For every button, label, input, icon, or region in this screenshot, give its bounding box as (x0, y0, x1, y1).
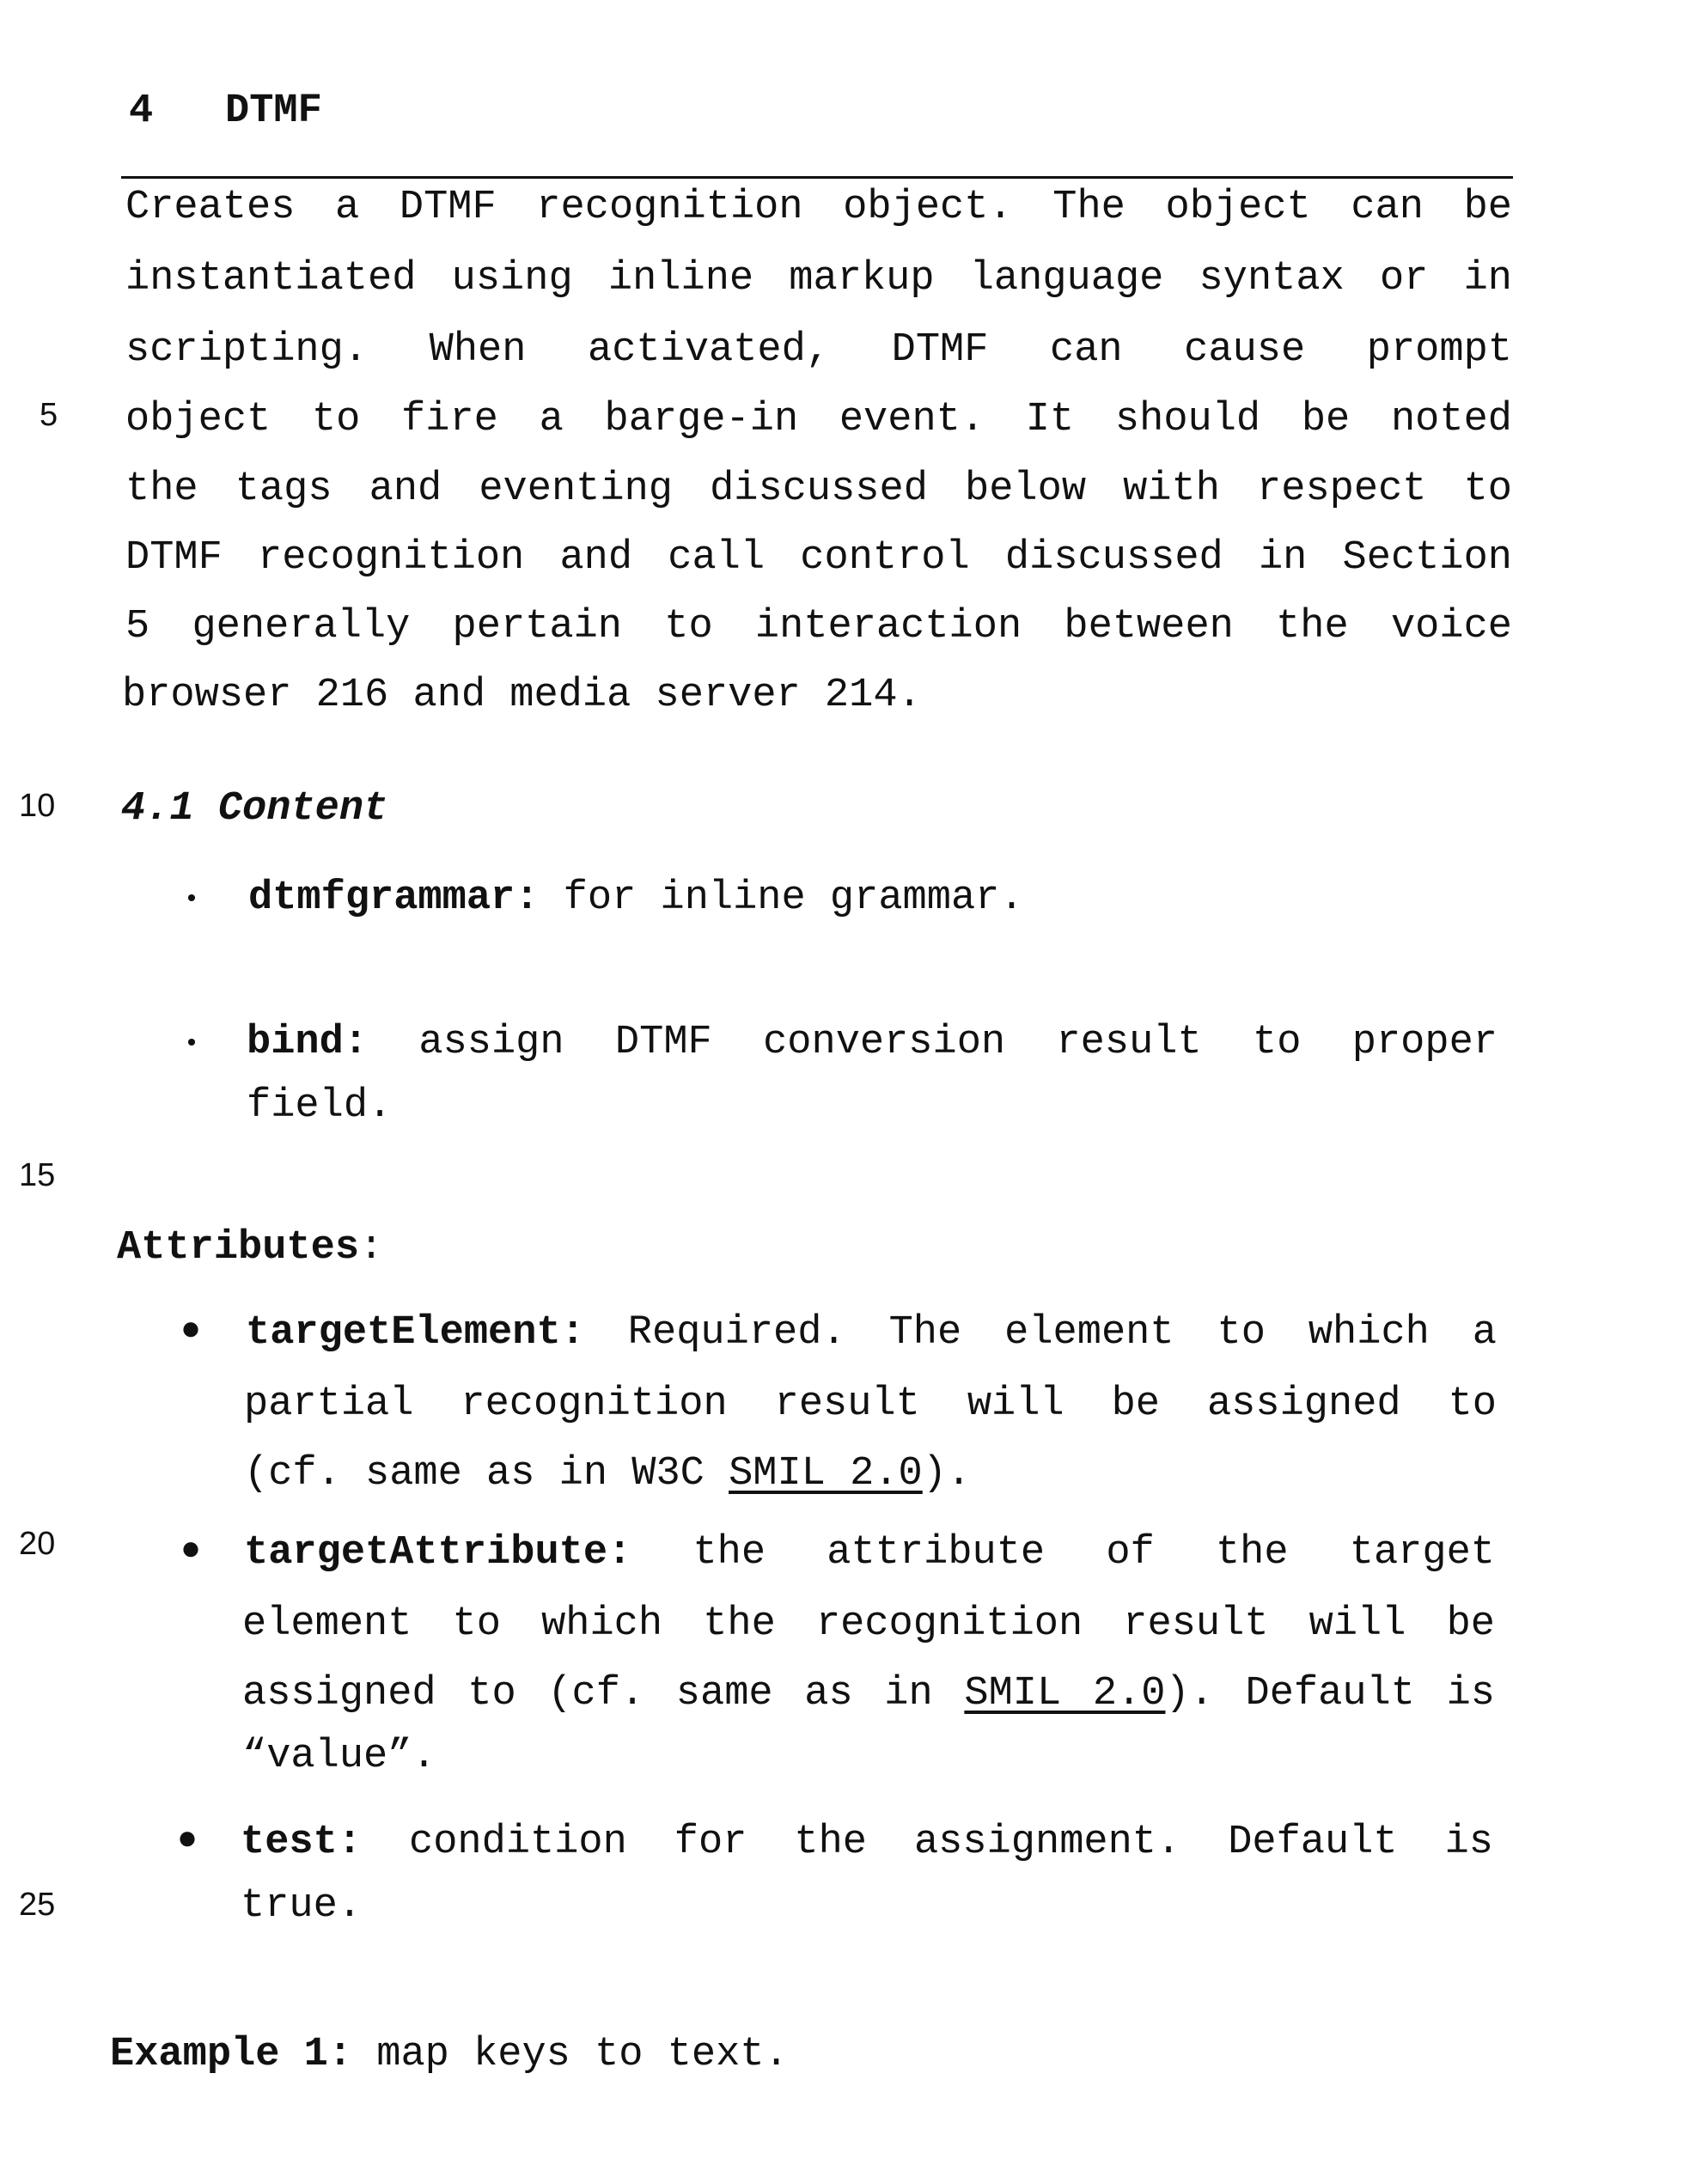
intro-line: the tags and eventing discussed below with respect to (125, 464, 1512, 515)
item-text: assign DTMF conversion result to proper (368, 1020, 1498, 1065)
item-text: partial recognition result will be assigned to (244, 1379, 1497, 1430)
attributes-heading (117, 1223, 383, 1274)
example-label: Example 1: (110, 2032, 352, 2077)
smil-reference: SMIL 2.0 (729, 1451, 923, 1497)
bullet-icon: ● (177, 1815, 198, 1867)
intro-line: 5 generally pertain to interaction between the voice (125, 601, 1512, 653)
item-text: for inline grammar. (539, 875, 1023, 921)
item-term: targetAttribute: (244, 1530, 631, 1576)
item-text: element to which the recognition result will be (242, 1599, 1495, 1650)
item-text: “value”. (242, 1731, 436, 1783)
item-text: field. (247, 1081, 392, 1132)
item-text: ). (923, 1451, 971, 1497)
attribute-item (241, 1817, 1493, 1869)
item-term: dtmfgrammar: (248, 875, 539, 921)
item-text: ). Default is (1165, 1671, 1495, 1717)
attribute-item (246, 1308, 1497, 1359)
item-text-line (244, 1448, 971, 1500)
attributes-title: Attributes (117, 1225, 359, 1271)
bullet-icon: • (184, 1019, 199, 1070)
attribute-item (244, 1528, 1495, 1579)
subsection-title: 4.1 Content (121, 784, 387, 835)
smil-reference: SMIL 2.0 (964, 1671, 1165, 1717)
intro-line: instantiated using inline markup language syntax or in (125, 253, 1512, 305)
bullet-icon: ● (180, 1306, 201, 1357)
item-text: condition for the assignment. Default is (362, 1820, 1493, 1865)
item-text-line (242, 1668, 1495, 1720)
example-caption (110, 2029, 789, 2081)
item-text: true. (241, 1881, 362, 1932)
attributes-colon: : (359, 1225, 383, 1271)
line-number: 20 (19, 1522, 55, 1565)
item-term: bind: (247, 1020, 368, 1065)
heading-rule (121, 176, 1513, 179)
item-text: the attribute of the target (631, 1530, 1495, 1576)
content-item (248, 873, 1024, 924)
item-term: targetElement: (246, 1310, 585, 1356)
intro-line: object to fire a barge-in event. It should be noted (125, 394, 1512, 446)
bullet-icon: • (184, 875, 199, 926)
example-text: map keys to text. (352, 2032, 789, 2077)
line-number: 25 (19, 1883, 55, 1926)
line-number: 5 (40, 393, 58, 436)
line-number: 15 (19, 1154, 55, 1197)
line-number: 10 (19, 784, 55, 827)
content-item (247, 1017, 1498, 1069)
intro-line: scripting. When activated, DTMF can cause prompt (125, 325, 1512, 376)
item-text: (cf. same as in W3C (244, 1451, 729, 1497)
section-number: 4 (129, 86, 153, 137)
item-term: test: (241, 1820, 362, 1865)
bullet-icon: ● (180, 1526, 201, 1577)
intro-line: Creates a DTMF recognition object. The object can be (125, 182, 1512, 234)
item-text: assigned to (cf. same as in (242, 1671, 964, 1717)
intro-line: browser 216 and media server 214. (122, 670, 922, 722)
intro-line: DTMF recognition and call control discussed in Section (125, 533, 1512, 584)
section-title: DTMF (225, 86, 322, 137)
item-text: Required. The element to which a (585, 1310, 1497, 1356)
